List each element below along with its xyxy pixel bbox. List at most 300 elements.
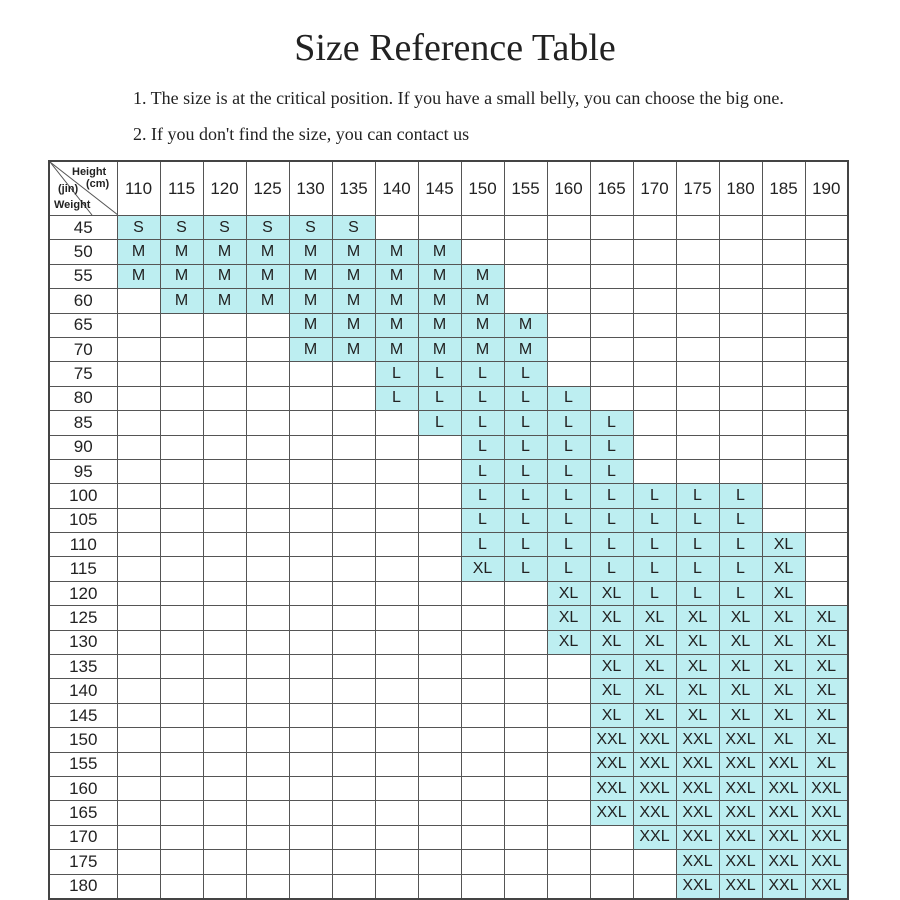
size-cell: L [633,533,676,557]
empty-cell [762,337,805,361]
page-title: Size Reference Table [294,27,616,69]
empty-cell [332,362,375,386]
empty-cell [117,825,160,849]
size-cell: XL [762,533,805,557]
empty-cell [289,533,332,557]
empty-cell [203,850,246,874]
table-row [49,216,848,240]
height-header-cell: 175 [676,161,719,216]
table-row [49,459,848,483]
weight-label-cell: 115 [49,557,117,581]
empty-cell [676,362,719,386]
empty-cell [633,216,676,240]
size-cell: XL [805,655,848,679]
empty-cell [160,752,203,776]
weight-label-cell: 85 [49,411,117,435]
height-header-cell: 160 [547,161,590,216]
empty-cell [117,630,160,654]
empty-cell [805,581,848,605]
empty-cell [418,630,461,654]
empty-cell [461,581,504,605]
empty-cell [160,630,203,654]
empty-cell [203,752,246,776]
empty-cell [461,850,504,874]
empty-cell [590,337,633,361]
weight-label-cell: 90 [49,435,117,459]
empty-cell [590,313,633,337]
weight-label-cell: 45 [49,216,117,240]
weight-label-cell: 130 [49,630,117,654]
empty-cell [504,655,547,679]
weight-label-cell: 70 [49,337,117,361]
empty-cell [332,703,375,727]
height-header-cell: 145 [418,161,461,216]
weight-label-cell: 80 [49,386,117,410]
table-row [49,825,848,849]
empty-cell [289,581,332,605]
empty-cell [203,362,246,386]
size-cell: M [160,264,203,288]
size-cell: XL [547,606,590,630]
size-cell: XL [590,630,633,654]
size-cell: M [332,337,375,361]
empty-cell [590,216,633,240]
table-row [49,289,848,313]
empty-cell [332,776,375,800]
size-cell: M [203,240,246,264]
size-cell: XL [633,630,676,654]
weight-label-cell: 135 [49,655,117,679]
height-header-cell: 165 [590,161,633,216]
size-cell: XXL [719,850,762,874]
empty-cell [117,411,160,435]
weight-label-cell: 55 [49,264,117,288]
empty-cell [246,533,289,557]
empty-cell [418,508,461,532]
empty-cell [117,362,160,386]
table-row [49,508,848,532]
empty-cell [246,411,289,435]
empty-cell [375,411,418,435]
size-cell: L [461,533,504,557]
empty-cell [203,655,246,679]
empty-cell [332,606,375,630]
empty-cell [289,801,332,825]
size-cell: XL [762,606,805,630]
size-cell: XL [719,606,762,630]
empty-cell [160,606,203,630]
empty-cell [246,435,289,459]
empty-cell [590,240,633,264]
empty-cell [547,216,590,240]
size-cell: M [375,337,418,361]
size-cell: L [504,386,547,410]
weight-label-cell: 180 [49,874,117,899]
size-cell: S [289,216,332,240]
size-cell: L [590,557,633,581]
empty-cell [418,752,461,776]
size-cell: L [418,411,461,435]
size-cell: L [633,557,676,581]
empty-cell [461,630,504,654]
empty-cell [117,728,160,752]
empty-cell [375,850,418,874]
empty-cell [160,703,203,727]
corner-weight-label: Weight [54,199,91,211]
empty-cell [246,484,289,508]
empty-cell [418,776,461,800]
empty-cell [633,240,676,264]
size-cell: L [504,411,547,435]
empty-cell [504,801,547,825]
size-cell: M [418,313,461,337]
size-cell: XL [676,703,719,727]
weight-label-cell: 125 [49,606,117,630]
empty-cell [246,557,289,581]
empty-cell [504,264,547,288]
empty-cell [117,776,160,800]
size-cell: L [633,508,676,532]
size-cell: M [375,240,418,264]
size-cell: XXL [719,752,762,776]
empty-cell [461,216,504,240]
empty-cell [203,337,246,361]
size-cell: XXL [676,776,719,800]
empty-cell [160,581,203,605]
size-cell: L [461,386,504,410]
empty-cell [246,508,289,532]
size-cell: L [590,459,633,483]
size-cell: XXL [676,850,719,874]
empty-cell [289,728,332,752]
height-header-row [49,161,848,216]
table-row [49,411,848,435]
empty-cell [547,801,590,825]
empty-cell [160,362,203,386]
size-cell: XXL [762,752,805,776]
weight-label-cell: 175 [49,850,117,874]
size-cell: XXL [633,801,676,825]
empty-cell [117,606,160,630]
size-cell: L [461,362,504,386]
empty-cell [246,386,289,410]
weight-label-cell: 155 [49,752,117,776]
size-cell: M [418,337,461,361]
empty-cell [375,216,418,240]
empty-cell [246,655,289,679]
empty-cell [504,606,547,630]
size-cell: L [676,557,719,581]
table-row [49,874,848,899]
empty-cell [547,240,590,264]
empty-cell [461,752,504,776]
size-cell: XXL [676,728,719,752]
empty-cell [805,411,848,435]
empty-cell [418,606,461,630]
size-cell: XXL [719,728,762,752]
empty-cell [504,874,547,899]
empty-cell [805,533,848,557]
size-cell: XXL [719,801,762,825]
height-header-cell: 150 [461,161,504,216]
size-cell: M [332,313,375,337]
empty-cell [418,655,461,679]
empty-cell [461,874,504,899]
size-cell: L [590,435,633,459]
empty-cell [805,337,848,361]
size-cell: L [461,508,504,532]
size-cell: L [504,533,547,557]
size-cell: L [547,411,590,435]
empty-cell [719,313,762,337]
empty-cell [332,435,375,459]
height-header-cell: 125 [246,161,289,216]
size-cell: XL [762,557,805,581]
empty-cell [805,386,848,410]
empty-cell [117,508,160,532]
size-cell: XL [719,655,762,679]
height-header-cell: 140 [375,161,418,216]
weight-label-cell: 150 [49,728,117,752]
table-row [49,313,848,337]
empty-cell [805,216,848,240]
empty-cell [547,313,590,337]
empty-cell [762,484,805,508]
empty-cell [246,728,289,752]
empty-cell [160,337,203,361]
empty-cell [590,874,633,899]
size-cell: XXL [633,776,676,800]
empty-cell [246,850,289,874]
empty-cell [117,289,160,313]
empty-cell [332,533,375,557]
empty-cell [719,411,762,435]
empty-cell [117,484,160,508]
empty-cell [762,435,805,459]
size-cell: L [590,508,633,532]
size-cell: XXL [762,850,805,874]
empty-cell [547,337,590,361]
empty-cell [461,728,504,752]
empty-cell [805,313,848,337]
size-cell: M [418,289,461,313]
empty-cell [203,606,246,630]
empty-cell [461,679,504,703]
weight-label-cell: 110 [49,533,117,557]
empty-cell [762,240,805,264]
size-cell: XL [633,655,676,679]
empty-cell [160,508,203,532]
size-cell: L [590,411,633,435]
size-cell: XL [719,679,762,703]
size-cell: M [332,289,375,313]
size-cell: XL [805,630,848,654]
size-cell: M [246,240,289,264]
empty-cell [676,216,719,240]
table-row [49,801,848,825]
empty-cell [418,533,461,557]
size-cell: L [676,581,719,605]
empty-cell [676,313,719,337]
size-cell: L [676,484,719,508]
size-cell: XXL [676,752,719,776]
empty-cell [203,703,246,727]
size-cell: L [461,484,504,508]
empty-cell [547,850,590,874]
height-header-cell: 155 [504,161,547,216]
size-cell: XL [590,606,633,630]
empty-cell [504,752,547,776]
empty-cell [117,874,160,899]
empty-cell [676,240,719,264]
empty-cell [547,825,590,849]
size-cell: XL [590,679,633,703]
empty-cell [719,216,762,240]
size-cell: M [332,240,375,264]
empty-cell [160,459,203,483]
empty-cell [418,459,461,483]
size-cell: XXL [633,752,676,776]
size-cell: L [590,533,633,557]
note-contact-us: 2. If you don't find the size, you can contact us [133,124,470,144]
size-cell: L [547,386,590,410]
empty-cell [117,581,160,605]
empty-cell [762,313,805,337]
empty-cell [160,386,203,410]
empty-cell [246,630,289,654]
size-cell: XL [762,679,805,703]
table-row [49,606,848,630]
empty-cell [203,557,246,581]
empty-cell [246,874,289,899]
size-cell: XL [762,630,805,654]
size-cell: L [719,484,762,508]
empty-cell [590,362,633,386]
size-cell: L [547,508,590,532]
empty-cell [633,337,676,361]
table-row [49,655,848,679]
empty-cell [289,703,332,727]
empty-cell [504,581,547,605]
size-cell: XXL [590,801,633,825]
empty-cell [504,728,547,752]
empty-cell [762,362,805,386]
empty-cell [418,825,461,849]
table-row [49,850,848,874]
empty-cell [633,313,676,337]
empty-cell [332,728,375,752]
empty-cell [160,435,203,459]
weight-label-cell: 100 [49,484,117,508]
empty-cell [203,825,246,849]
size-cell: M [375,289,418,313]
size-cell: XXL [719,874,762,899]
weight-label-cell: 140 [49,679,117,703]
empty-cell [719,337,762,361]
size-cell: S [332,216,375,240]
empty-cell [547,776,590,800]
empty-cell [547,728,590,752]
table-row [49,386,848,410]
empty-cell [504,240,547,264]
empty-cell [762,386,805,410]
empty-cell [805,435,848,459]
height-header-cell: 190 [805,161,848,216]
empty-cell [289,484,332,508]
empty-cell [117,850,160,874]
empty-cell [289,630,332,654]
empty-cell [332,874,375,899]
empty-cell [805,240,848,264]
empty-cell [375,752,418,776]
empty-cell [375,581,418,605]
empty-cell [289,508,332,532]
size-cell: L [461,411,504,435]
empty-cell [375,508,418,532]
weight-label-cell: 65 [49,313,117,337]
empty-cell [418,874,461,899]
size-cell: XL [547,581,590,605]
weight-label-cell: 75 [49,362,117,386]
size-cell: M [289,240,332,264]
empty-cell [418,679,461,703]
size-cell: XXL [676,801,719,825]
empty-cell [461,801,504,825]
empty-cell [805,264,848,288]
size-cell: L [676,508,719,532]
height-header-cell: 180 [719,161,762,216]
empty-cell [762,411,805,435]
size-cell: M [117,264,160,288]
height-header-cell: 135 [332,161,375,216]
size-cell: XL [461,557,504,581]
size-cell: L [547,484,590,508]
empty-cell [762,459,805,483]
height-header-cell: 115 [160,161,203,216]
empty-cell [289,776,332,800]
empty-cell [547,703,590,727]
size-cell: XL [762,655,805,679]
empty-cell [375,728,418,752]
size-cell: L [719,557,762,581]
empty-cell [332,411,375,435]
size-cell: XXL [762,874,805,899]
size-cell: S [117,216,160,240]
empty-cell [375,679,418,703]
empty-cell [160,484,203,508]
empty-cell [676,289,719,313]
size-cell: M [289,289,332,313]
size-cell: XL [633,606,676,630]
empty-cell [375,825,418,849]
empty-cell [547,752,590,776]
empty-cell [117,459,160,483]
height-header-cell: 120 [203,161,246,216]
note-critical-position: 1. The size is at the critical position. If you have a small belly, you can choose the big one. [133,88,784,108]
empty-cell [203,776,246,800]
empty-cell [590,289,633,313]
table-row [49,679,848,703]
size-cell: M [203,264,246,288]
empty-cell [633,362,676,386]
size-cell: L [504,435,547,459]
size-cell: XXL [590,776,633,800]
empty-cell [203,533,246,557]
table-row [49,630,848,654]
table-row [49,703,848,727]
empty-cell [590,386,633,410]
size-cell: XL [633,679,676,703]
